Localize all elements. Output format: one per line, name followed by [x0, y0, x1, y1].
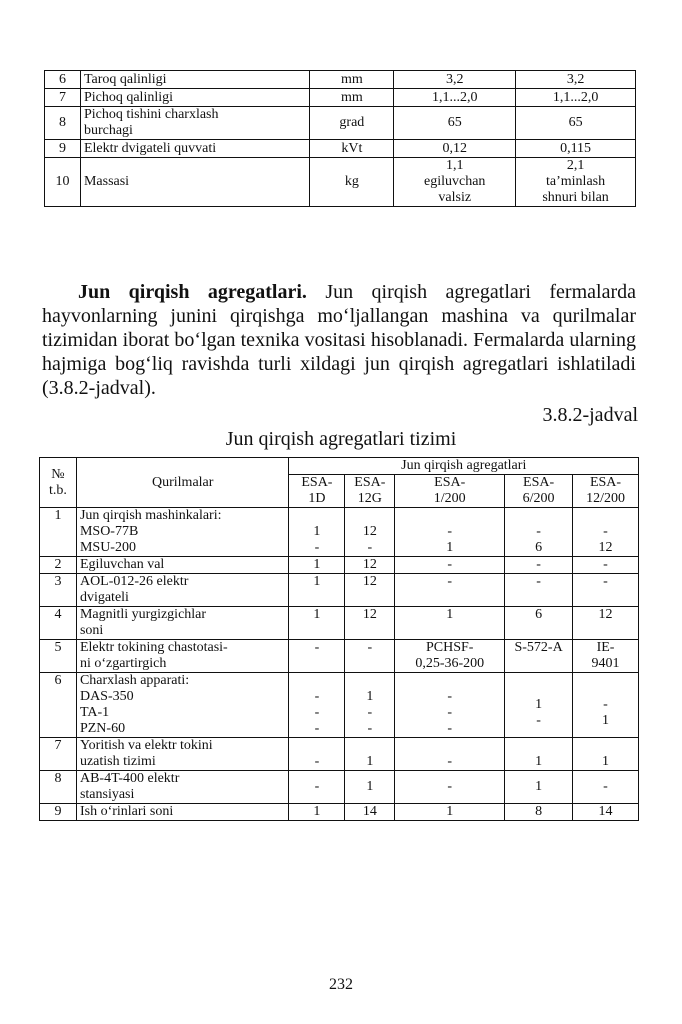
table-header-row [40, 458, 639, 475]
paragraph-heading: Jun qirqish agregatlari. [78, 281, 307, 303]
column-header-name: Qurilmalar [76, 458, 289, 508]
column-header: ESA- 1D [289, 475, 345, 508]
column-header: ESA- 6/200 [505, 475, 573, 508]
column-header: ESA- 12/200 [573, 475, 639, 508]
table-title: Jun qirqish agregatlari tizimi [225, 428, 457, 450]
table-row: 9 Elektr dvigateli quvvati kVt 0,12 0,115 [45, 140, 636, 158]
column-group-header: Jun qirqish agregatlari [289, 458, 639, 475]
column-header: ESA- 12G [345, 475, 395, 508]
table-row: 5 Elektr tokining chastotasi- ni o‘zgartirgich - - PCHSF- 0,25-36-200 S-572-A IE- 9401 [40, 640, 639, 673]
body-paragraph [42, 280, 636, 400]
table-label: 3.8.2-jadval [542, 404, 638, 426]
page-number: 232 [329, 976, 353, 993]
table-row: 8 Pichoq tishini charxlash burchagi grad 65 65 [45, 107, 636, 140]
table-row: 7 Pichoq qalinligi mm 1,1...2,0 1,1...2,0 [45, 89, 636, 107]
column-header-no: № t.b. [40, 458, 77, 508]
aggregates-table [39, 457, 639, 821]
table-row: 9 Ish o‘rinlari soni 1 14 1 8 14 [40, 804, 639, 821]
table-row: 1 Jun qirqish mashinkalari: MSO-77B MSU-200 1 - 12 - - 1 - 6 - 12 [40, 508, 639, 557]
table-row: 2 Egiluvchan val 1 12 - - - [40, 557, 639, 574]
table-row: 6 Charxlash apparati: DAS-350 TA-1 PZN-60 - - - 1 - - - - - 1 - - 1 [40, 673, 639, 738]
spec-table [44, 70, 636, 207]
column-header: ESA- 1/200 [395, 475, 505, 508]
table-row: 8 AB-4T-400 elektr stansiyasi - 1 - 1 - [40, 771, 639, 804]
table-row: 4 Magnitli yurgizgichlar soni 1 12 1 6 12 [40, 607, 639, 640]
table-row: 3 AOL-012-26 elektr dvigateli 1 12 - - - [40, 574, 639, 607]
table-row: 6 Taroq qalinligi mm 3,2 3,2 [45, 71, 636, 89]
table-row: 10 Massasi kg 1,1 egiluvchan valsiz 2,1 ta’minlash shnuri bilan [45, 158, 636, 207]
table-row: 7 Yoritish va elektr tokini uzatish tizimi - 1 - 1 1 [40, 738, 639, 771]
paragraph-text: Jun qirqish agregatlari fermalarda hayvonlarning junini qirqishga mo‘ljallangan mashina va qurilmalar tizimidan iborat bo‘lgan texnika vositasi hisoblanadi. Fermalarda ularning hajmiga bog‘liq ravishda turli xildagi jun qirqish agregatlari ishlatiladi (3.8.2-jadval). [42, 281, 636, 399]
